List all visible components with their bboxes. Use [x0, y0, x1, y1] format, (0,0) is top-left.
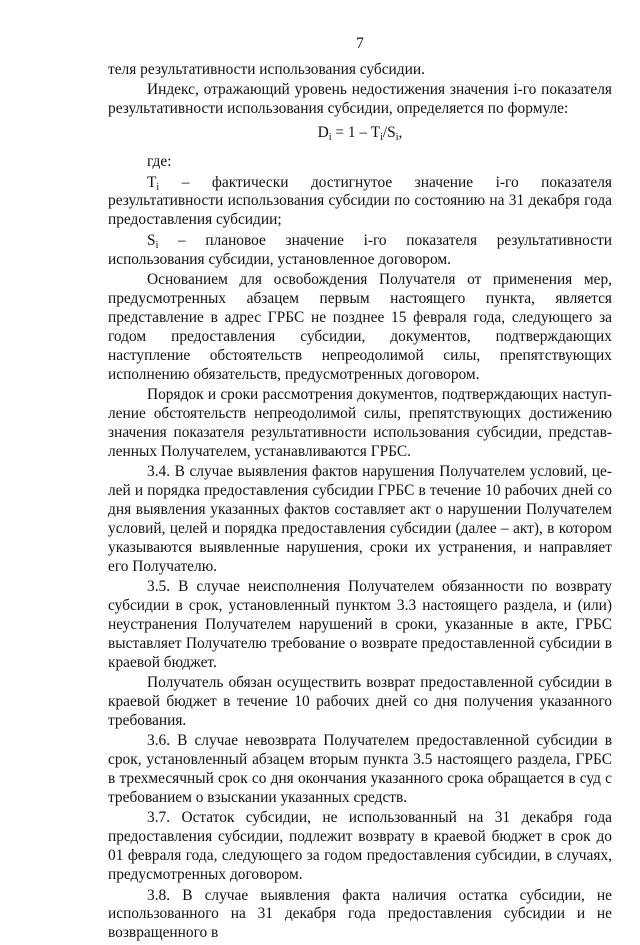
paragraph-continuation: теля результативности использования субсидии.	[108, 61, 425, 78]
formula-d: D	[317, 124, 329, 142]
formula-end: ,	[398, 124, 403, 142]
paragraph-3-4: 3.4. В случае выявления фактов нарушения Получателем условий, целей и порядка предоставления субсидии ГРБС в течение 10 рабочих дней со дня выявления указанных фактов составляет акт о нарушении Получателем условий, целей и порядка предоставления субсидии (далее – акт), в котором указываются выявленные нарушения, сроки их устранения, и направляет его Получателю.	[108, 463, 612, 575]
formula-slash: /S	[382, 124, 396, 142]
formula-mid: = 1 – T	[331, 124, 381, 142]
formula	[108, 124, 612, 143]
formula-d-subscript: i	[328, 132, 332, 144]
definition-t	[108, 174, 612, 231]
paragraph-index-definition: Индекс, отражающий уровень недостижения значения i-го показателя результативности использования субсидии, определяется по формуле:	[108, 81, 612, 118]
formula-t-subscript: i	[380, 132, 383, 144]
definition-t-text: – фактически достигнутое значение i-го показателя результативности использования субсидии по состоянию на 31 декабря года предоставления субсидии;	[108, 173, 612, 229]
definition-s-symbol: S	[147, 231, 156, 249]
where-label: где:	[147, 153, 172, 171]
definition-s-subscript: i	[155, 239, 159, 251]
page-number: 7	[356, 35, 364, 52]
paragraph-force-majeure-procedure: Порядок и сроки рассмотрения документов, подтверждающих наступление обстоятельств непреодолимой силы, препятствующих достижению значения показателя результативности использования субсидии, представленных Получателем, устанавливаются ГРБС.	[108, 386, 612, 460]
formula-s-subscript: i	[395, 132, 399, 144]
paragraph-3-6: 3.6. В случае невозврата Получателем предоставленной субсидии в срок, установленный абзацем вторым пункта 3.5 настоящего раздела, ГРБС в трехмесячный срок со дня окончания указанного срока обращается в суд с требованием о взыскании указанных средств.	[108, 732, 612, 807]
definition-t-symbol: T	[147, 173, 157, 191]
page-content	[108, 61, 612, 945]
definition-t-subscript: i	[156, 181, 160, 193]
definition-s	[108, 232, 612, 270]
paragraph-3-7: 3.7. Остаток субсидии, не использованный на 31 декабря года предоставления субсидии, подлежит возврату в краевой бюджет в срок до 01 февраля года, следующего за годом предоставления субсидии, в случаях, предусмотренных договором.	[108, 809, 612, 884]
paragraph-return-obligation: Получатель обязан осуществить возврат предоставленной субсидии в краевой бюджет в течение 10 рабочих дней со дня получения указанного требования.	[108, 674, 612, 729]
paragraph-force-majeure-basis: Основанием для освобождения Получателя от применения мер, предусмотренных абзацем первым настоящего пункта, является представление в адрес ГРБС не позднее 15 февраля года, следующего за годом предоставления субсидии, документов, подтверждающих наступление обстоятельств непреодолимой силы, препятствующих исполнению обязательств, предусмотренных договором.	[108, 271, 612, 383]
definition-s-text: – плановое значение i-го показателя результативности использования субсидии, установленное договором.	[108, 231, 612, 268]
paragraph-3-5: 3.5. В случае неисполнения Получателем обязанности по возврату субсидии в срок, установленный пунктом 3.3 настоящего раздела, и (или) неустранения Получателем нарушений в сроки, указанные в акте, ГРБС выставляет Получателю требование о возврате предоставленной субсидии в краевой бюджет.	[108, 578, 612, 671]
paragraph-3-8: 3.8. В случае выявления факта наличия остатка субсидии, не использованного на 31 декабря года предоставления субсидии и не возвращенного в	[108, 886, 612, 942]
